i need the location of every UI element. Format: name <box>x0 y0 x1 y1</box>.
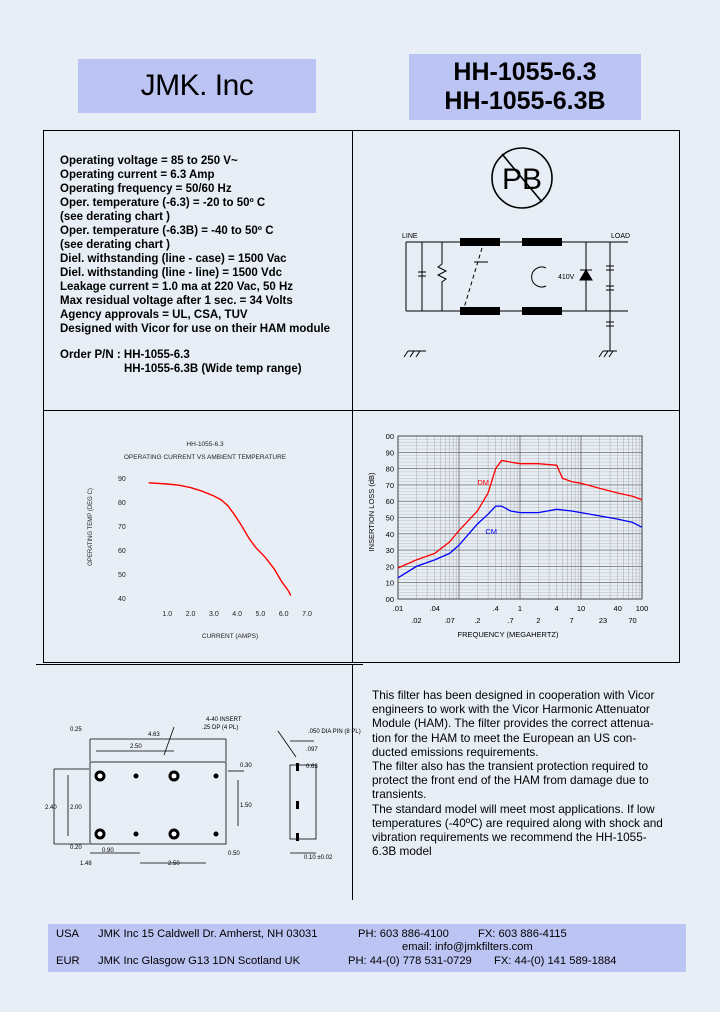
terminal-pin <box>134 832 139 837</box>
spec-approvals: Agency approvals = UL, CSA, TUV <box>60 309 248 321</box>
terminal-pin <box>134 774 139 779</box>
contact-footer <box>48 924 686 972</box>
derating-y-axis-label: OPERATING TEMP (DEG C) <box>88 488 94 566</box>
spec-derating-note: (see derating chart ) <box>60 211 170 223</box>
derating-curve <box>149 483 291 596</box>
description-line: protect the front end of the HAM from damage due to <box>372 773 649 788</box>
eur-phone: PH: 44-(0) 778 531-0729 <box>348 955 472 967</box>
insertion-loss-chart <box>353 411 680 663</box>
description-line: transients. <box>372 787 427 802</box>
housing-side-view <box>290 765 316 839</box>
insertion-loss-y-tick-label: 60 <box>385 497 394 507</box>
model-title <box>409 54 641 120</box>
insertion-loss-y-tick-label: 70 <box>385 480 394 490</box>
insertion-loss-y-tick-label: 20 <box>385 562 394 572</box>
derating-x-tick-label: 3.0 <box>208 611 219 618</box>
dim-pin-offset-label: 0.30 <box>240 763 252 769</box>
derating-x-axis-label: CURRENT (AMPS) <box>201 633 259 640</box>
dim-width-label: 2.40 <box>45 805 57 811</box>
description-line: The standard model will meet most applications. If low <box>372 801 655 816</box>
insertion-loss-x-tick-label: .2 <box>474 616 481 625</box>
insertion-loss-x-tick-label: .7 <box>507 616 514 625</box>
insertion-loss-x-tick-label: 4 <box>554 604 559 613</box>
derating-y-tick-label: 70 <box>118 524 126 531</box>
company-name: JMK. Inc <box>78 59 316 113</box>
pb-text: PB <box>501 163 543 196</box>
insertion-loss-x-tick-label: 100 <box>635 604 649 613</box>
insertion-loss-y-tick-label: 10 <box>385 578 394 588</box>
insertion-loss-x-tick-label: 40 <box>613 604 622 613</box>
insertion-loss-y-tick-label: 50 <box>385 513 394 523</box>
insertion-loss-x-tick-label: 7 <box>569 616 574 625</box>
email-link[interactable]: email: info@jmkfilters.com <box>402 941 533 953</box>
dim-insert-depth-label: .25 DP (4 PL) <box>202 725 239 731</box>
usa-region: USA <box>56 928 80 940</box>
description-line: 6.3B model <box>372 844 432 859</box>
dim-pin-row-label: 1.48 <box>80 861 92 867</box>
order-info <box>60 348 302 376</box>
derating-chart-title: HH-1055-6.3 <box>186 441 224 448</box>
insertion-loss-x-tick-label: 1 <box>517 604 523 613</box>
derating-y-tick-label: 80 <box>118 500 126 507</box>
choke-winding-top-1 <box>460 238 500 246</box>
load-label: LOAD <box>611 233 631 240</box>
spec-frequency: Operating frequency = 50/60 Hz <box>60 183 232 195</box>
insertion-loss-x-tick-label: 70 <box>628 616 637 625</box>
spec-list <box>60 154 330 336</box>
eur-region: EUR <box>56 955 80 967</box>
dim-pin-spacing-label: 1.50 <box>240 803 252 809</box>
derating-x-tick-label: 1.0 <box>162 611 173 618</box>
dim-hole-width-label: 2.00 <box>70 805 82 811</box>
usa-fax: FX: 603 886-4115 <box>478 928 567 940</box>
model-standard: HH-1055-6.3 <box>453 58 597 86</box>
terminal-pin <box>214 832 219 837</box>
side-pin <box>296 763 299 771</box>
terminal-pin <box>214 774 219 779</box>
dm-series-label: DM <box>477 477 490 487</box>
spec-designed-with: Designed with Vicor for use on their HAM module <box>60 323 331 335</box>
insertion-loss-x-tick-label: .04 <box>429 604 440 613</box>
model-wide-temp: HH-1055-6.3B <box>444 87 606 115</box>
usa-address: JMK Inc 15 Caldwell Dr. Amherst, NH 03031 <box>98 928 318 940</box>
dim-tolerance-label: 0.10 ±0.02 <box>304 855 333 861</box>
choke-winding-top-2 <box>522 238 562 246</box>
description-line: This filter has been designed in cooperation with Vicor <box>372 688 655 702</box>
insertion-loss-x-tick-label: .4 <box>492 604 499 613</box>
dim-end-label: 0.50 <box>228 851 240 857</box>
derating-y-tick-label: 90 <box>118 476 126 483</box>
choke-winding-bottom-1 <box>460 307 500 315</box>
order-line-1: Order P/N : HH-1055-6.3 <box>60 349 190 361</box>
insertion-loss-y-axis-label: INSERTION LOSS (dB) <box>367 472 376 552</box>
insertion-loss-x-tick-label: .01 <box>392 604 404 613</box>
description-line: ducted emissions requirements. <box>372 744 539 759</box>
side-pin <box>296 833 299 841</box>
dim-insert-label: 4-40 INSERT <box>206 717 242 723</box>
spec-leakage: Leakage current = 1.0 ma at 220 Vac, 50 Hz <box>60 281 294 293</box>
insertion-loss-y-tick-label: 40 <box>385 529 394 539</box>
insertion-loss-x-tick-label: .02 <box>411 616 422 625</box>
spec-current: Operating current = 6.3 Amp <box>60 169 215 181</box>
schematic-diagram <box>398 226 638 371</box>
insertion-loss-x-tick-label: 10 <box>576 604 586 613</box>
dim-hole-spacing-label: 2.50 <box>130 744 142 750</box>
eur-address: JMK Inc Glasgow G13 1DN Scotland UK <box>98 955 301 967</box>
side-pin <box>296 801 299 809</box>
dim-pin-length-label: .097 <box>306 747 318 753</box>
derating-x-tick-label: 7.0 <box>302 611 312 618</box>
derating-y-tick-label: 40 <box>118 596 126 603</box>
spec-diel-line: Diel. withstanding (line - line) = 1500 Vdc <box>60 267 283 279</box>
tvs-voltage-label: 410V <box>558 274 575 281</box>
cm-series-label: CM <box>485 526 498 536</box>
insertion-loss-x-tick-label: 2 <box>536 616 541 625</box>
cm-choke-symbol <box>532 267 546 287</box>
dim-pin-dia-label: .050 DIA PIN (8 PL) <box>308 729 361 735</box>
dim-offset-label: 0.25 <box>70 727 82 733</box>
line-label: LINE <box>402 233 418 240</box>
description-line: tion for the HAM to meet the European an US con- <box>372 730 637 745</box>
order-line-2: HH-1055-6.3B (Wide temp range) <box>124 363 302 375</box>
tvs-diode <box>580 270 592 280</box>
housing-top-view <box>90 762 226 844</box>
spec-voltage: Operating voltage = 85 to 250 V~ <box>60 155 238 167</box>
insertion-loss-y-tick-label: 90 <box>385 448 394 458</box>
description-line: temperatures (-40ºC) are required along with shock and <box>372 815 663 830</box>
derating-x-tick-label: 5.0 <box>255 611 266 618</box>
eur-fax: FX: 44-(0) 141 589-1884 <box>494 955 617 967</box>
insertion-loss-x-tick-label: 23 <box>598 616 608 625</box>
spec-temp-wide: Oper. temperature (-6.3B) = -40 to 50º C <box>60 225 274 237</box>
dim-edge-label: 0.20 <box>70 845 82 851</box>
insertion-loss-x-axis-label: FREQUENCY (MEGAHERTZ) <box>457 630 559 639</box>
derating-y-tick-label: 50 <box>118 572 126 579</box>
insertion-loss-x-tick-label: .07 <box>444 616 455 625</box>
dim-pin-edge-label: 0.90 <box>102 848 114 854</box>
bleeder-resistor <box>438 242 446 311</box>
mechanical-drawing <box>44 705 361 867</box>
pb-free-symbol <box>482 140 562 220</box>
dim-length-label: 4.63 <box>148 732 160 738</box>
dim-pin-row-spacing-label: 2.50 <box>168 861 180 867</box>
derating-chart-subtitle: OPERATING CURRENT VS AMBIENT TEMPERATURE <box>123 454 287 461</box>
description-line: Module (HAM). The filter provides the correct attenua- <box>372 716 654 731</box>
product-description <box>372 688 692 858</box>
derating-x-tick-label: 2.0 <box>185 611 196 618</box>
derating-x-tick-label: 4.0 <box>232 611 243 618</box>
section-divider <box>36 664 363 665</box>
insertion-loss-y-tick-label: 80 <box>385 464 394 474</box>
derating-y-tick-label: 60 <box>118 548 126 555</box>
usa-phone: PH: 603 886-4100 <box>358 928 449 940</box>
insertion-loss-y-tick-label: 00 <box>385 595 394 604</box>
description-line: engineers to work with the Vicor Harmonic Attenuator <box>372 702 650 717</box>
spec-residual: Max residual voltage after 1 sec. = 34 Volts <box>60 295 293 307</box>
insertion-loss-y-tick-label: 00 <box>385 432 394 441</box>
spec-temp-standard: Oper. temperature (-6.3) = -20 to 50º C <box>60 197 266 209</box>
spec-derating-note: (see derating chart ) <box>60 239 170 251</box>
derating-chart <box>44 411 352 663</box>
insertion-loss-y-tick-label: 30 <box>385 546 394 556</box>
description-line: vibration requirements we recommend the HH-1055- <box>372 830 647 845</box>
dim-height-label: 0.63 <box>306 764 318 770</box>
spec-diel-case: Diel. withstanding (line - case) = 1500 Vac <box>60 253 287 265</box>
choke-winding-bottom-2 <box>522 307 562 315</box>
derating-x-tick-label: 6.0 <box>278 611 289 618</box>
description-line: The filter also has the transient protection required to <box>372 759 649 774</box>
